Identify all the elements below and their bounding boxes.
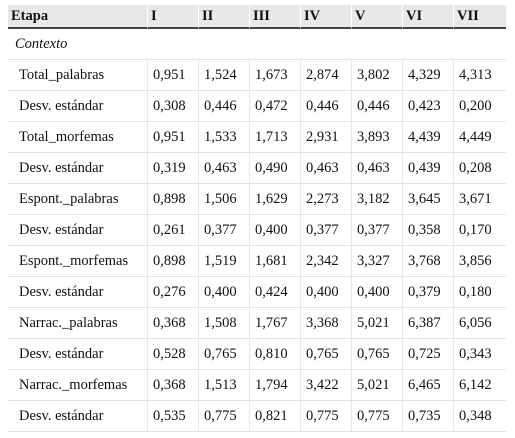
header-stage-v: V — [352, 5, 403, 29]
value-cell: 0,535 — [148, 401, 199, 432]
table-row — [8, 153, 506, 184]
value-cell: 0,463 — [199, 153, 250, 184]
value-cell: 1,519 — [199, 246, 250, 277]
value-cell: 1,629 — [250, 184, 301, 215]
table-row — [8, 370, 506, 401]
value-cell: 0,358 — [403, 215, 454, 246]
row-label: Narrac._morfemas — [8, 370, 148, 401]
value-cell: 1,673 — [250, 60, 301, 91]
value-cell: 0,446 — [352, 91, 403, 122]
value-cell: 0,463 — [301, 153, 352, 184]
value-cell: 0,180 — [454, 277, 506, 308]
value-cell: 6,056 — [454, 308, 506, 339]
value-cell: 0,439 — [403, 153, 454, 184]
row-label: Espont._palabras — [8, 184, 148, 215]
header-row — [8, 5, 506, 29]
value-cell: 1,794 — [250, 370, 301, 401]
row-label: Desv. estándar — [8, 153, 148, 184]
value-cell: 0,765 — [352, 339, 403, 370]
value-cell: 6,465 — [403, 370, 454, 401]
value-cell: 4,313 — [454, 60, 506, 91]
value-cell: 3,768 — [403, 246, 454, 277]
value-cell: 5,021 — [352, 370, 403, 401]
value-cell: 2,931 — [301, 122, 352, 153]
value-cell: 0,898 — [148, 184, 199, 215]
row-label: Desv. estándar — [8, 215, 148, 246]
value-cell: 3,802 — [352, 60, 403, 91]
value-cell: 0,343 — [454, 339, 506, 370]
value-cell: 0,765 — [199, 339, 250, 370]
row-label: Total_morfemas — [8, 122, 148, 153]
value-cell: 0,463 — [352, 153, 403, 184]
value-cell: 3,422 — [301, 370, 352, 401]
value-cell: 0,821 — [250, 401, 301, 432]
value-cell: 1,513 — [199, 370, 250, 401]
value-cell: 2,874 — [301, 60, 352, 91]
value-cell: 0,775 — [352, 401, 403, 432]
value-cell: 4,439 — [403, 122, 454, 153]
value-cell: 0,379 — [403, 277, 454, 308]
value-cell: 1,767 — [250, 308, 301, 339]
value-cell: 0,735 — [403, 401, 454, 432]
value-cell: 0,368 — [148, 370, 199, 401]
value-cell: 1,681 — [250, 246, 301, 277]
row-label: Total_palabras — [8, 60, 148, 91]
header-stage-iii: III — [250, 5, 301, 29]
value-cell: 0,308 — [148, 91, 199, 122]
value-cell: 1,533 — [199, 122, 250, 153]
table-row — [8, 339, 506, 370]
value-cell: 0,377 — [199, 215, 250, 246]
section-row — [8, 29, 506, 60]
table-row — [8, 122, 506, 153]
value-cell: 3,856 — [454, 246, 506, 277]
value-cell: 5,021 — [352, 308, 403, 339]
table-row — [8, 277, 506, 308]
header-stage-iv: IV — [301, 5, 352, 29]
value-cell: 0,319 — [148, 153, 199, 184]
row-label: Desv. estándar — [8, 277, 148, 308]
value-cell: 0,208 — [454, 153, 506, 184]
value-cell: 0,765 — [301, 339, 352, 370]
value-cell: 0,446 — [301, 91, 352, 122]
value-cell: 0,400 — [352, 277, 403, 308]
table-row — [8, 246, 506, 277]
section-label: Contexto — [8, 29, 506, 60]
value-cell: 0,200 — [454, 91, 506, 122]
value-cell: 3,327 — [352, 246, 403, 277]
table-row — [8, 401, 506, 432]
value-cell: 0,810 — [250, 339, 301, 370]
value-cell: 0,423 — [403, 91, 454, 122]
value-cell: 0,400 — [301, 277, 352, 308]
value-cell: 0,775 — [199, 401, 250, 432]
header-stage-i: I — [148, 5, 199, 29]
row-label: Desv. estándar — [8, 91, 148, 122]
value-cell: 0,951 — [148, 122, 199, 153]
header-stage-vii: VII — [454, 5, 506, 29]
value-cell: 3,368 — [301, 308, 352, 339]
table-body — [8, 29, 506, 432]
table-row — [8, 60, 506, 91]
table-row — [8, 215, 506, 246]
value-cell: 6,387 — [403, 308, 454, 339]
value-cell: 1,713 — [250, 122, 301, 153]
value-cell: 3,893 — [352, 122, 403, 153]
row-label: Desv. estándar — [8, 401, 148, 432]
header-etapa: Etapa — [8, 5, 148, 29]
value-cell: 0,377 — [352, 215, 403, 246]
value-cell: 0,400 — [250, 215, 301, 246]
value-cell: 1,508 — [199, 308, 250, 339]
data-table-container — [8, 5, 506, 432]
value-cell: 1,506 — [199, 184, 250, 215]
value-cell: 0,348 — [454, 401, 506, 432]
row-label: Espont._morfemas — [8, 246, 148, 277]
value-cell: 3,182 — [352, 184, 403, 215]
value-cell: 0,377 — [301, 215, 352, 246]
value-cell: 0,775 — [301, 401, 352, 432]
value-cell: 1,524 — [199, 60, 250, 91]
value-cell: 0,400 — [199, 277, 250, 308]
table-row — [8, 91, 506, 122]
value-cell: 2,273 — [301, 184, 352, 215]
value-cell: 0,446 — [199, 91, 250, 122]
value-cell: 2,342 — [301, 246, 352, 277]
value-cell: 4,449 — [454, 122, 506, 153]
table-row — [8, 184, 506, 215]
table-header — [8, 5, 506, 29]
value-cell: 0,170 — [454, 215, 506, 246]
value-cell: 3,671 — [454, 184, 506, 215]
value-cell: 0,472 — [250, 91, 301, 122]
value-cell: 6,142 — [454, 370, 506, 401]
value-cell: 0,261 — [148, 215, 199, 246]
value-cell: 0,424 — [250, 277, 301, 308]
row-label: Desv. estándar — [8, 339, 148, 370]
data-table — [8, 5, 506, 432]
header-stage-ii: II — [199, 5, 250, 29]
value-cell: 0,528 — [148, 339, 199, 370]
value-cell: 0,725 — [403, 339, 454, 370]
value-cell: 0,276 — [148, 277, 199, 308]
row-label: Narrac._palabras — [8, 308, 148, 339]
value-cell: 4,329 — [403, 60, 454, 91]
header-stage-vi: VI — [403, 5, 454, 29]
value-cell: 0,368 — [148, 308, 199, 339]
value-cell: 3,645 — [403, 184, 454, 215]
value-cell: 0,490 — [250, 153, 301, 184]
value-cell: 0,898 — [148, 246, 199, 277]
value-cell: 0,951 — [148, 60, 199, 91]
table-row — [8, 308, 506, 339]
